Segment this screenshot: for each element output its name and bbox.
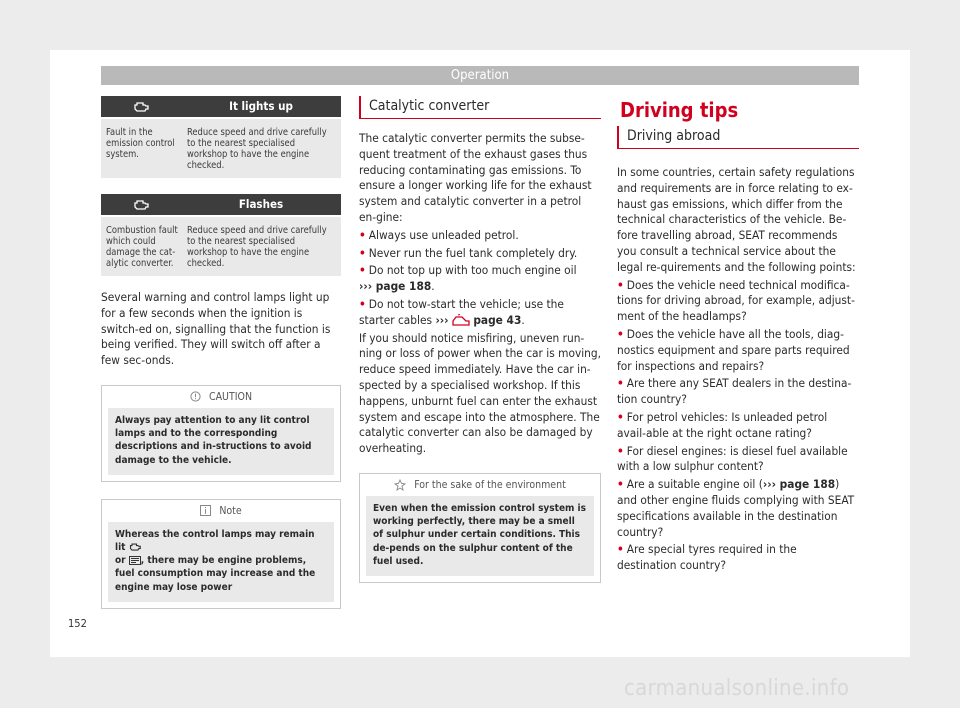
- bullet-icon: •: [359, 227, 366, 242]
- list-item: • Does the vehicle need technical modifica-tions for driving abroad, for example, adjust-ment of the headlamps?: [617, 277, 855, 324]
- bullet-icon: •: [359, 245, 366, 260]
- page-reference-link[interactable]: page 43: [473, 312, 522, 327]
- table-row: [101, 117, 341, 178]
- note-box: [101, 499, 341, 609]
- reference-arrows: ›››: [435, 312, 449, 327]
- list-item: • Are special tyres required in the destination country?: [617, 542, 797, 573]
- paragraph-abroad-intro: In some countries, certain safety regulations and requirements are in force relating to ex-haust gas emissions, which differ from the technical characteristics of the vehicle. Be-fore travelling abroad, SEAT recommends you consult a technical service about the legal re-quirements and the following points:: [617, 165, 856, 274]
- environment-box: [359, 473, 601, 583]
- list-item: • Never run the fuel tank completely dry.: [359, 245, 578, 260]
- environment-header: [360, 474, 600, 496]
- bullet-icon: •: [359, 263, 366, 278]
- bullet-icon: •: [617, 277, 624, 292]
- list-item: • Always use unleaded petrol.: [359, 227, 519, 242]
- bullet-icon: •: [617, 326, 624, 341]
- table-header-lights-up: [101, 96, 341, 117]
- paragraph-lamps: Several warning and control lamps light up for a few seconds when the ignition is switch-ed on, signalling that the function is being verified. They will switch off after a few sec-onds.: [101, 290, 331, 368]
- column-left: [101, 96, 341, 609]
- column-right: [617, 96, 859, 574]
- engine-icon: [101, 194, 181, 215]
- note-title: Note: [219, 504, 242, 517]
- table-header-title: It lights up: [229, 99, 293, 113]
- page-reference-link[interactable]: ››› page 188: [762, 477, 836, 492]
- note-header: [102, 500, 340, 522]
- list-item: • For petrol vehicles: Is unleaded petrol avail-able at the right octane rating?: [617, 409, 828, 440]
- engine-icon: [129, 543, 141, 551]
- column-middle: [359, 96, 601, 583]
- section-header: Operation: [101, 66, 859, 85]
- list-item: • Are a suitable engine oil (››› page 188) and other engine fluids complying with SEAT specifications available in the destination country?: [617, 477, 855, 539]
- note-text-part: or: [115, 555, 126, 567]
- list-item: • Does the vehicle have all the tools, diag-nostics equipment and spare parts required for inspections and repairs?: [617, 326, 850, 373]
- paragraph-catalytic-intro: The catalytic converter permits the subse-quent treatment of the exhaust gases thus reducing contaminating gas emissions. To ensure a longer working life for the exhaust system and catalytic converter in a petrol en-gine:: [359, 131, 592, 224]
- bullet-icon: •: [359, 296, 366, 311]
- leaf-icon: [394, 479, 406, 491]
- engine-icon: [101, 96, 181, 117]
- bullet-icon: •: [617, 376, 624, 391]
- section-title-catalytic: Catalytic converter: [359, 96, 601, 119]
- paragraph-misfiring: If you should notice misfiring, uneven run-ning or loss of power when the car is moving, reduce speed immediately. Have the car in-spected by a specialised workshop. If this happens, unburnt fuel can enter the exhaust system and escape into the atmosphere. The catalytic converter can also be damaged by overheating.: [359, 330, 602, 456]
- table-cell-action: Reduce speed and drive carefully to the nearest specialised workshop to have the engine checked.: [187, 127, 327, 171]
- table-cell-fault: Fault in the emission control system.: [106, 127, 175, 160]
- vehicle-open-icon: [452, 314, 470, 327]
- table-cell-action: Reduce speed and drive carefully to the nearest specialised workshop to have the engine checked.: [187, 225, 327, 269]
- table-cell-fault: Combustion fault which could damage the cat-alytic converter.: [106, 225, 178, 269]
- watermark: carmanualsonline.info: [624, 676, 850, 701]
- caution-text: Always pay attention to any lit control lamps and to the corresponding descriptions and in-structions to avoid damage to the vehicle.: [108, 408, 334, 475]
- list-item: • Are there any SEAT dealers in the destina-tion country?: [617, 376, 852, 407]
- bullet-icon: •: [617, 409, 624, 424]
- bullet-icon: •: [617, 477, 624, 492]
- caution-title: CAUTION: [208, 390, 253, 403]
- environment-text: Even when the emission control system is working perfectly, there may be a smell of sulphur under certain conditions. This de-pends on the sulphur content of the fuel used.: [366, 496, 594, 576]
- note-text-part: , there may be engine problems, fuel consumption may increase and the engine may lose power: [115, 555, 316, 593]
- list-item: • Do not top up with too much engine oil ››› page 188.: [359, 263, 577, 294]
- list-item: • For diesel engines: is diesel fuel available with a low sulphur content?: [617, 443, 848, 474]
- note-text-part: Whereas the control lamps may remain lit: [115, 528, 315, 553]
- environment-title: For the sake of the environment: [414, 478, 566, 491]
- table-row: [101, 215, 341, 276]
- info-icon: [200, 505, 211, 516]
- table-header-title: Flashes: [238, 197, 284, 211]
- section-title-driving-abroad: Driving abroad: [617, 126, 859, 149]
- list-item: • Do not tow-start the vehicle; use the starter cables ››› page 43.: [359, 296, 564, 327]
- note-text: [108, 522, 334, 602]
- bullet-icon: •: [617, 542, 624, 557]
- epc-icon: [129, 556, 141, 565]
- chapter-title: Driving tips: [620, 98, 739, 122]
- table-header-flashes: [101, 194, 341, 215]
- caution-icon: [190, 391, 201, 402]
- bullet-icon: •: [617, 443, 624, 458]
- page-number: 152: [68, 617, 87, 630]
- caution-header: [102, 386, 340, 408]
- caution-box: [101, 385, 341, 482]
- page-reference-link[interactable]: ››› page 188: [359, 279, 432, 294]
